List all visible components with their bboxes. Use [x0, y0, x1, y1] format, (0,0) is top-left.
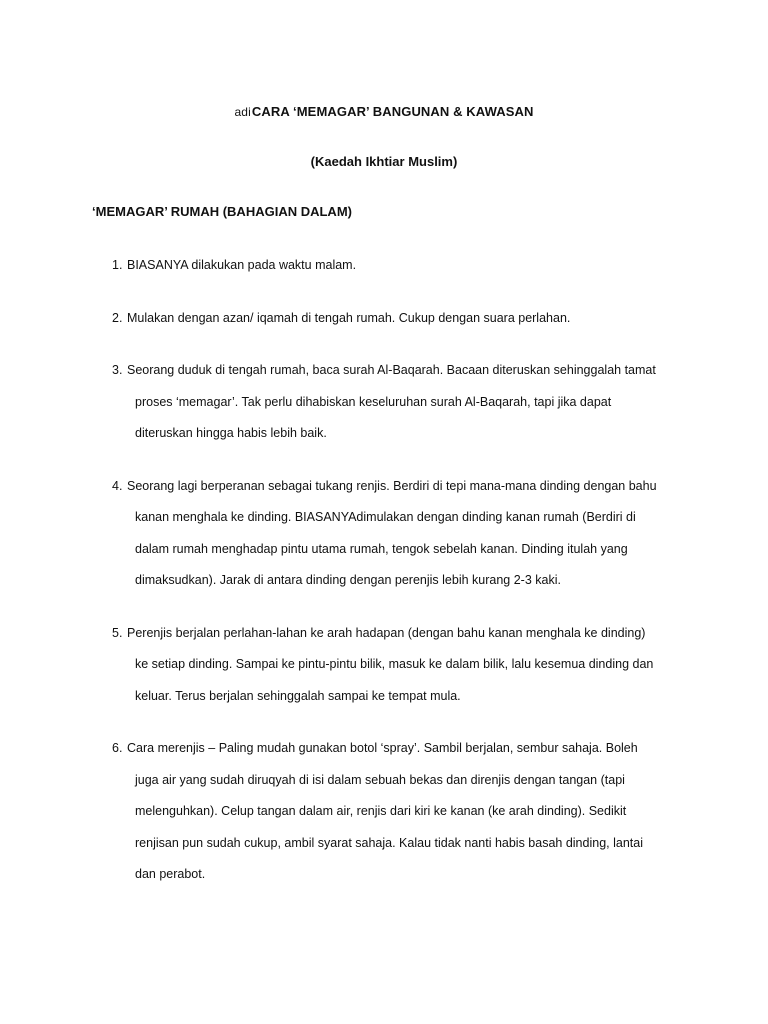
list-item-line: Seorang lagi berperanan sebagai tukang renjis. Berdiri di tepi mana-mana dinding dengan bahu — [127, 478, 657, 493]
list-item-line: dalam rumah menghadap pintu utama rumah, tengok sebelah kanan. Dinding itulah yang — [135, 541, 628, 556]
list-item-text — [127, 303, 682, 335]
list-item-line: proses ‘memagar’. Tak perlu dihabiskan keseluruhan surah Al-Baqarah, tapi jika dapat — [135, 394, 612, 409]
list-item-line: Cara merenjis – Paling mudah gunakan botol ‘spray’. Sambil berjalan, sembur sahaja. Boleh — [127, 741, 638, 755]
list-item-line: Mulakan dengan azan/ iqamah di tengah rumah. Cukup dengan suara perlahan. — [127, 310, 571, 325]
list-item-number: 6. — [112, 741, 123, 755]
section-heading: ‘MEMAGAR’ RUMAH (BAHAGIAN DALAM) — [92, 204, 352, 219]
list-item — [112, 618, 682, 713]
list-item-number: 5. — [112, 625, 123, 640]
list-item-number: 2. — [112, 310, 123, 325]
numbered-list — [112, 250, 682, 912]
list-item-number: 3. — [112, 363, 123, 377]
list-item-line: keluar. Terus berjalan sehinggalah sampai ke tempat mula. — [135, 688, 461, 703]
list-item — [112, 355, 682, 450]
title-text: CARA ‘MEMAGAR’ BANGUNAN & KAWASAN — [251, 104, 534, 119]
list-item-line: melenguhkan). Celup tangan dalam air, renjis dari kiri ke kanan (ke arah dinding). Sedikit — [135, 804, 627, 818]
list-item — [112, 471, 682, 597]
list-item — [112, 733, 682, 891]
document-title — [0, 104, 768, 119]
list-item-line: Seorang duduk di tengah rumah, baca surah Al-Baqarah. Bacaan diteruskan sehinggalah tamat — [127, 363, 656, 377]
list-item-text — [127, 471, 682, 597]
list-item-line: dimaksudkan). Jarak di antara dinding dengan perenjis lebih kurang 2-3 kaki. — [135, 573, 561, 587]
list-item — [112, 250, 682, 282]
list-item-text — [127, 618, 682, 713]
list-item-line: BIASANYA dilakukan pada waktu malam. — [127, 258, 357, 272]
list-item-line: dan perabot. — [135, 867, 206, 881]
list-item — [112, 303, 682, 335]
list-item-text — [127, 250, 682, 282]
list-item-line: diteruskan hingga habis lebih baik. — [135, 426, 327, 440]
document-subtitle: (Kaedah Ikhtiar Muslim) — [310, 154, 458, 169]
list-item-line: juga air yang sudah diruqyah di isi dalam sebuah bekas dan direnjis dengan tangan (tapi — [135, 772, 625, 787]
list-item-line: kanan menghala ke dinding. BIASANYAdimulakan dengan dinding kanan rumah (Berdiri di — [135, 510, 636, 524]
list-item-line: Perenjis berjalan perlahan-lahan ke arah hadapan (dengan bahu kanan menghala ke dinding) — [127, 625, 646, 640]
list-item-number: 1. — [112, 258, 123, 272]
title-prefix: adi — [234, 105, 251, 119]
list-item-number: 4. — [112, 478, 123, 493]
list-item-text — [127, 355, 682, 450]
list-item-line: ke setiap dinding. Sampai ke pintu-pintu bilik, masuk ke dalam bilik, lalu kesemua dinding dan — [135, 657, 654, 671]
list-item-line: renjisan pun sudah cukup, ambil syarat sahaja. Kalau tidak nanti habis basah dinding, lantai — [135, 835, 643, 850]
list-item-text — [127, 733, 682, 891]
